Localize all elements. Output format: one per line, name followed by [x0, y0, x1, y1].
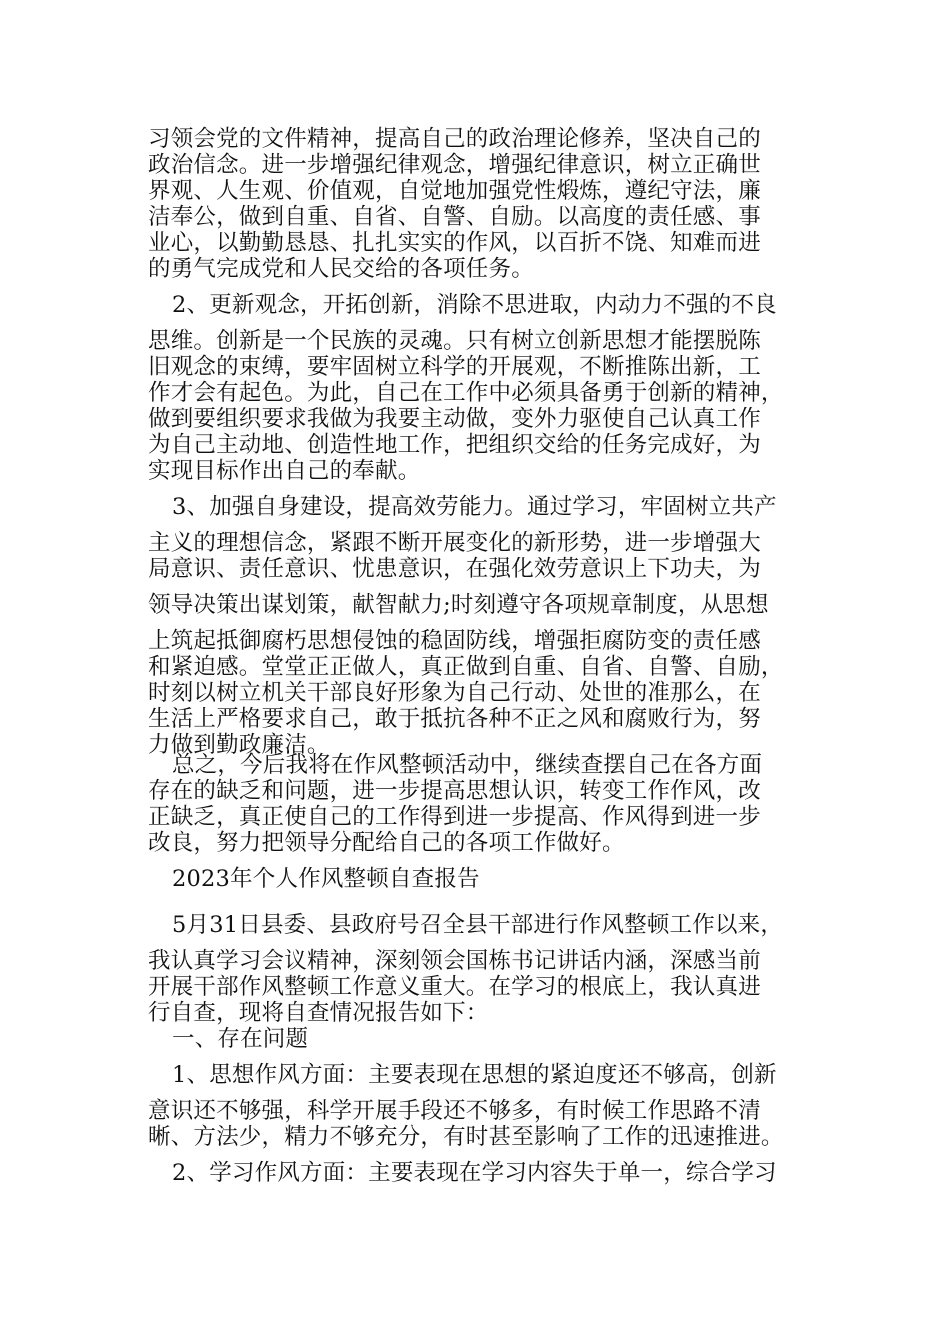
text-line: 领导决策出谋划策，献智献力;时刻遵守各项规章制度，从思想 [148, 592, 769, 618]
text-line: 我认真学习会议精神，深刻领会国栋书记讲话内涵，深感当前 [148, 948, 761, 974]
text-line: 晰、方法少，精力不够充分，有时甚至影响了工作的迅速推进。 [148, 1124, 784, 1150]
text-line: 1、思想作风方面：主要表现在思想的紧迫度还不够高，创新 [172, 1062, 777, 1088]
text-line: 力做到勤政廉洁。 [148, 732, 330, 758]
text-line: 思维。创新是一个民族的灵魂。只有树立创新思想才能摆脱陈 [148, 328, 761, 354]
text-line: 时刻以树立机关干部良好形象为自己行动、处世的准那么，在 [148, 680, 761, 706]
text-line: 总之，今后我将在作风整顿活动中，继续查摆自己在各方面 [172, 752, 763, 778]
text-line: 旧观念的束缚，要牢固树立科学的开展观，不断推陈出新，工 [148, 354, 761, 380]
subsection-heading: 一、存在问题 [172, 1026, 309, 1052]
text-line: 政治信念。进一步增强纪律观念，增强纪律意识，树立正确世 [148, 152, 761, 178]
text-line: 主义的理想信念，紧跟不断开展变化的新形势，进一步增强大 [148, 530, 761, 556]
text-line: 3、加强自身建设，提高效劳能力。通过学习，牢固树立共产 [172, 494, 777, 520]
text-line: 开展干部作风整顿工作意义重大。在学习的根底上，我认真进 [148, 974, 761, 1000]
text-line: 意识还不够强，科学开展手段还不够多，有时候工作思路不清 [148, 1098, 761, 1124]
text-line: 正缺乏，真正使自己的工作得到进一步提高、作风得到进一步 [148, 804, 761, 830]
text-line: 的勇气完成党和人民交给的各项任务。 [148, 256, 534, 282]
text-line: 行自查，现将自查情况报告如下： [148, 1000, 489, 1026]
section-heading: 2023年个人作风整顿自查报告 [172, 866, 480, 892]
text-line: 存在的缺乏和问题，进一步提高思想认识，转变工作作风，改 [148, 778, 761, 804]
text-line: 作才会有起色。为此，自己在工作中必须具备勇于创新的精神， [148, 380, 784, 406]
text-line: 2、学习作风方面：主要表现在学习内容失于单一，综合学习 [172, 1160, 777, 1186]
text-line: 洁奉公，做到自重、自省、自警、自励。以高度的责任感、事 [148, 204, 761, 230]
text-line: 习领会党的文件精神，提高自己的政治理论修养，坚决自己的 [148, 126, 761, 152]
text-line: 2、更新观念，开拓创新，消除不思进取，内动力不强的不良 [172, 292, 777, 318]
text-line: 实现目标作出自己的奉献。 [148, 458, 421, 484]
text-line: 业心，以勤勤恳恳、扎扎实实的作风，以百折不饶、知难而进 [148, 230, 761, 256]
text-line: 局意识、责任意识、忧患意识，在强化效劳意识上下功夫，为 [148, 556, 761, 582]
text-line: 为自己主动地、创造性地工作，把组织交给的任务完成好，为 [148, 432, 761, 458]
text-line: 生活上严格要求自己，敢于抵抗各种不正之风和腐败行为，努 [148, 706, 761, 732]
text-line: 界观、人生观、价值观，自觉地加强党性煅炼，遵纪守法，廉 [148, 178, 761, 204]
text-line: 和紧迫感。堂堂正正做人，真正做到自重、自省、自警、自励， [148, 654, 784, 680]
text-line: 5月31日县委、县政府号召全县干部进行作风整顿工作以来， [172, 912, 784, 938]
text-line: 改良，努力把领导分配给自己的各项工作做好。 [148, 830, 625, 856]
text-line: 做到要组织要求我做为我要主动做，变外力驱使自己认真工作 [148, 406, 761, 432]
text-line: 上筑起抵御腐朽思想侵蚀的稳固防线，增强拒腐防变的责任感 [148, 628, 761, 654]
